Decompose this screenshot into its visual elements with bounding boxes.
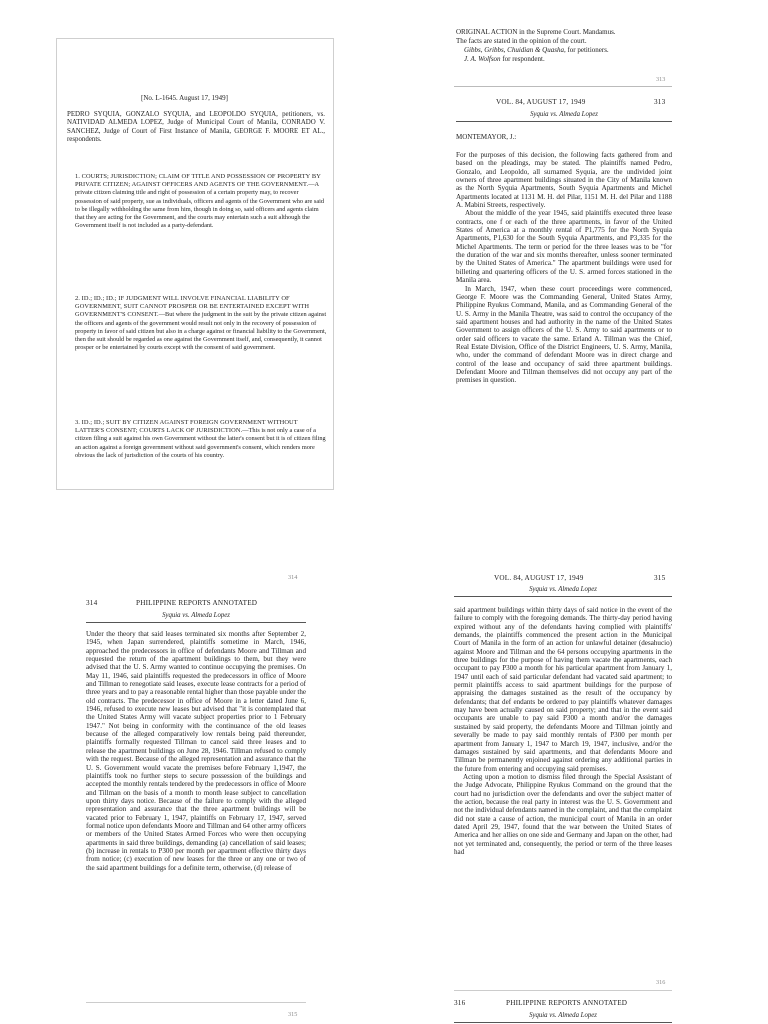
page-315 [450,572,672,1024]
case-number: [No. L-1645. August 17, 1949] [141,94,228,102]
running-page-number: 313 [654,98,666,106]
headnote-text: —A private citizen claiming title and right of possession of a certain property may, to recover possession of said property, sue as individuals, officers and agents of the Government who are said to be illegally withholding the same from him, though in doing so, said officers and agents claim that they are acting for the Government, and the courts may entertain such a suit although the Government itself is not included as a party-defendant. [75,181,325,230]
original-action-line: ORIGINAL ACTION in the Supreme Court. Mandamus. [456,28,616,36]
running-page-number: 314 [86,599,98,607]
running-head: VOL. 84, AUGUST 17, 1949 [496,98,586,106]
running-page-number: 315 [654,574,666,582]
justice-name: MONTEMAYOR, J.: [456,133,517,141]
running-subtitle: Syquia vs. Almeda Lopez [529,1012,597,1019]
headnote-2 [75,295,327,352]
headnote-number: 3. [75,419,80,426]
opinion-text [454,606,672,856]
counsel-petitioners-names: Gibbs, Gribbs, Chuidian & Quasha, [464,46,566,54]
page-divider [454,86,672,87]
case-parties: PEDRO SYQUIA, GONZALO SYQUIA, and LEOPOLDO SYQUIA, petitioners, vs. NATIVIDAD ALMEDA LOPEZ, Judge of Municipal Court of Manila, CONRADO V. SANCHEZ, Judge of Court of First Instance of Manila, GEORGE F. MOORE ET AL., respondents. [67,111,325,144]
opinion-text [456,151,672,385]
counsel-petitioners [464,46,672,54]
running-page-number: 316 [454,999,466,1007]
counsel-respondent-role: for respondent. [500,55,545,63]
running-subtitle: Syquia vs. Almeda Lopez [529,586,597,593]
headnote-caption: ID.; ID.; SUIT BY CITIZEN AGAINST FOREIGN GOVERNMENT WITHOUT LATTER'S CONSENT; COURTS LACK OF JURISDICTION. [75,419,298,435]
page-312 [56,38,334,490]
page-divider [86,1002,306,1003]
header-rule [454,1022,672,1023]
header-rule [456,121,672,122]
running-head: PHILIPPINE REPORTS ANNOTATED [506,999,628,1007]
paragraph: Under the theory that said leases terminated six months after September 2, 1945, when Japan surrendered, plaintiffs sometime in March, 1946, approached the predecessors in office of defendants Moore and Tillman and requested the return of the apartment buildings to them, but they were advised that the U. S. Army wanted to continue occupying the premises. On May 11, 1946, said plaintiffs requested the predecessors in office of Moore and Tillman to renegotiate said leases, execute lease contracts for a period of three years and to pay a reasonable rental higher than those payable under the old contracts. The predecessor in office of Moore in a letter dated June 6, 1946, refused to execute new leases but advised that "it is contemplated that the United States Army will vacate subject properties prior to 1 February 1947." Not being in conformity with the continuance of the old leases because of the alleged comparatively low rentals being paid thereunder, plaintiffs formally requested Tillman to cancel said three leases and to release the apartment buildings on June 28, 1946. Tillman refused to comply with the request. Because of the alleged representation and assurance that the U. S. Government would vacate the premises before February 1,1947, the plaintiffs took no further steps to secure possession of the buildings and accepted the monthly rentals tendered by the predecessors in office of Moore and Tillman on the basis of a month to month lease subject to cancellation upon thirty days notice. Because of the failure to comply with the alleged representation and assurance that the three apartment buildings will be vacated prior to February 1, 1947, plaintiffs on February 17, 1947, served formal notice upon defendants Moore and Tillman and 64 other army officers or members of the United States Armed Forces who were then occupying apartments in said three buildings, demanding (a) cancellation of said leases; (b) increase in rentals to P300 per month per apartment effective thirty days from notice; (c) execution of new leases for the three or any one or two of the said apartment buildings for a definite term, otherwise, (d) release of [86,630,306,872]
running-head: PHILIPPINE REPORTS ANNOTATED [136,599,258,607]
header-rule [86,622,306,623]
page-number-small: 316 [656,979,666,986]
running-subtitle: Syquia vs. Almeda Lopez [162,612,230,619]
headnote-number: 1. [75,173,80,180]
opinion-text [86,630,306,872]
counsel-respondent [464,55,672,63]
paragraph: Acting upon a motion to dismiss filed through the Special Assistant of the Judge Advocate, Philippine Ryukus Command on the ground that the court had no jurisdiction over the defendants and over the subject matter of the action, because the real party in interest was the U. S. Government and not the individual defendants named in the complaint, and that the complaint did not state a cause of action, the municipal court of Manila in an order dated April 29, 1947, found that the war between the United States of America and her allies on one side and Germany and Japan on the other, had not yet terminated and, consequently, the period or term of the three leases had [454,772,672,856]
counsel-petitioners-role: for petitioners. [565,46,609,54]
paragraph: For the purposes of this decision, the following facts gathered from and based on the pleadings, may be stated. The plaintiffs named Pedro, Gonzalo, and Leopoldo, all surnamed Syquia, are the undivided joint owners of three apartment buildings situated in the City of Manila known as the North Syquia Apartments, South Syquia Apartments and Michel Apartments located at 1131 M. H. del Pilar, 1151 M. H. del Pilar and 1188 A. Mabini Streets, respectively. [456,151,672,210]
header-rule [454,596,672,597]
paragraph: About the middle of the year 1945, said plaintiffs executed three lease contracts, one f or each of the three apartments, in favor of the United States of America at a monthly rental of P1,775 for the North Syquia Apartments, P1,630 for the South Syquia Apartments, and P3,335 for the Michel Apartments. The term or period for the three leases was to be "for the duration of the war and six months thereafter, unless sooner terminated by the United States of America." The apartment buildings were used for billeting and quartering officers of the U. S. armed forces stationed in the Manila area. [456,209,672,285]
page-number-bottom: 315 [288,1011,298,1018]
headnote-text: —But where the judgment in the suit by the private citizen against the officers and agents of the government would result not only in the recovery of possession of property in favor of said citizen but also in a charge against or financial liability to the Government, then the suit should be regarded as one against the Government itself, and, consequently, it cannot prosper or be entertained by courts except with the consent of said government. [75,311,327,352]
headnote-text: —This is not only a case of a citizen filing a suit against his own Government without the latter's consent but it is of citizen filing an action against a foreign government without said government's consent, which renders more obvious the lack of jurisdiction of the courts of his country. [75,427,326,459]
headnote-number: 2. [75,295,80,302]
page-number-small: 313 [656,76,666,83]
paragraph: said apartment buildings within thirty days of said notice in the event of the failure to comply with the foregoing demands. The thirty-day period having expired without any of the defendants having complied with plaintiffs' demands, the plaintiffs commenced the present action in the Municipal Court of Manila in the form of an action for unlawful detainer (desahucio) against Moore and Tillman and the 64 persons occupying apartments in the three buildings for the purpose of having them vacate the apartments, each occupant to pay P300 a month for his particular apartment from January 1, 1947 until each of said particular defendant had vacated said apartment; to permit plaintiffs access to said apartment buildings for the purpose of appraising the damages sustained as the result of the occupancy by defendants; that def endants be ordered to pay plaintiffs whatever damages may have been actually caused on said property; and that in the event said occupants are unable to pay said P300 a month and/or the damages sustained by said property, the defendants Moore and Tillman jointly and severally be made to pay said monthly rentals of P300 per month per apartment from January 1, 1947 to March 19, 1947, inclusive, and/or the damages sustained by said apartments, and that defendants Moore and Tillman be permanently enjoined against ordering any additional parties in the future from entering and occupying said premises. [454,606,672,773]
headnote-caption: COURTS; JURISDICTION; CLAIM OF TITLE AND POSSESSION OF PROPERTY BY PRIVATE CITIZEN; AGAINST OFFICERS AND AGENTS OF THE GOVERNMENT. [75,173,321,189]
page-314 [84,572,306,1024]
paragraph: In March, 1947, when these court proceedings were commenced, George F. Moore was the Commanding General, United States Army, Philippine Ryukus Command, Manila, and as Commanding General of the U. S. Army in the Manila Theatre, was said to control the occupancy of the said apartment houses and had authority in the name of the United States Government to assign officers of the U. S. Army to said apartments or to order said officers to vacate the same. Erland A. Tillman was the Chief, Real Estate Division, Office of the District Engineers, U. S. Army, Manila, who, under the command of defendant Moore was in direct charge and control of the lease and occupancy of said three apartment buildings. Defendant Moore and Tillman themselves did not occupy any part of the premises in question. [456,284,672,385]
counsel-respondent-name: J. A. Wolfson [464,55,501,63]
facts-line: The facts are stated in the opinion of the court. [456,37,587,45]
running-head: VOL. 84, AUGUST 17, 1949 [494,574,584,582]
page-divider [454,990,672,991]
page-number-small: 314 [288,574,298,581]
headnote-caption: ID.; ID.; ID.; IF JUDGMENT WILL INVOLVE FINANCIAL LIABILITY OF GOVERNMENT, SUIT CANNOT PROSPER OR BE ENTERTAINED EXCEPT WITH GOVERNMENT'S CONSENT. [75,295,310,319]
page-313 [450,28,672,468]
headnote-1 [75,173,327,230]
headnote-3 [75,419,327,460]
running-subtitle: Syquia vs. Almeda Lopez [530,111,598,118]
